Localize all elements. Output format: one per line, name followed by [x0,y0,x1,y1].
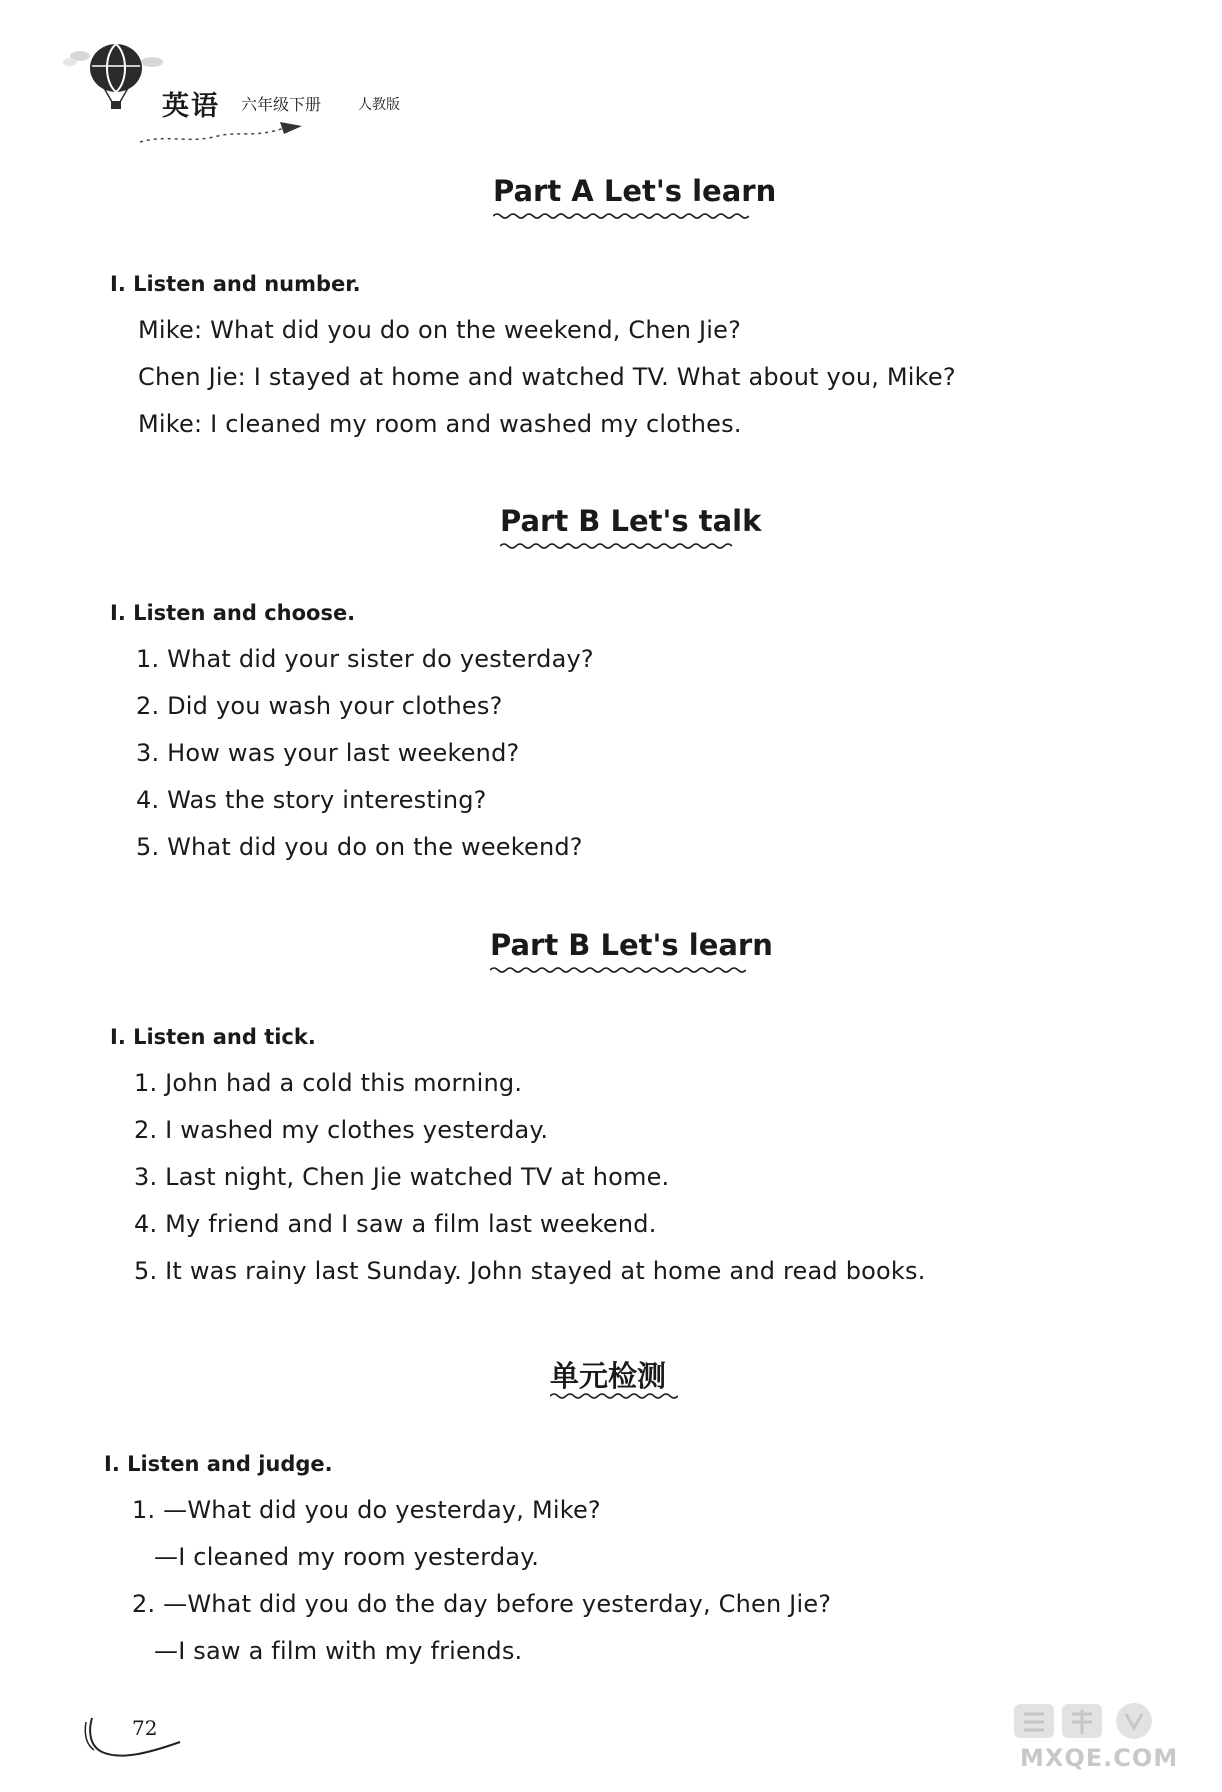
sentence-line: 2. I washed my clothes yesterday. [134,1116,549,1144]
dialogue-line: Mike: I cleaned my room and washed my clothes. [138,410,742,438]
instruction-listen-and-number: Ⅰ. Listen and number. [110,272,361,296]
wavy-underline [550,1392,678,1400]
dialogue-line: —I cleaned my room yesterday. [154,1543,540,1571]
instruction-listen-and-tick: Ⅰ. Listen and tick. [110,1025,316,1049]
question-line: 3. How was your last weekend? [136,739,520,767]
page-number: 72 [132,1716,158,1740]
grade-label: 六年级下册 [241,95,322,114]
dialogue-line: Mike: What did you do on the weekend, Chen Jie? [138,316,742,344]
watermark-text: MXQE.COM [1020,1744,1179,1772]
instruction-listen-and-choose: Ⅰ. Listen and choose. [110,601,356,625]
wavy-underline [493,212,749,220]
page-header [58,40,478,150]
dialogue-line: 2. —What did you do the day before yesterday, Chen Jie? [132,1590,832,1618]
section-title-unit-test: 单元检测 [550,1359,667,1393]
subject-title: 英语 [162,91,220,122]
hot-air-balloon-icon [58,40,168,120]
dialogue-line: Chen Jie: I stayed at home and watched TV. What about you, Mike? [138,363,956,391]
question-line: 4. Was the story interesting? [136,786,487,814]
section-title-part-b-lets-learn: Part B Let's learn [490,928,773,962]
edition-label: 人教版 [358,97,400,113]
wavy-underline [490,966,746,974]
sentence-line: 3. Last night, Chen Jie watched TV at home. [134,1163,670,1191]
sentence-line: 5. It was rainy last Sunday. John stayed at home and read books. [134,1257,926,1285]
sentence-line: 4. My friend and I saw a film last weekend. [134,1210,657,1238]
question-line: 2. Did you wash your clothes? [136,692,503,720]
instruction-listen-and-judge: Ⅰ. Listen and judge. [104,1452,333,1476]
page-footer [84,1712,204,1772]
question-line: 5. What did you do on the weekend? [136,833,583,861]
question-line: 1. What did your sister do yesterday? [136,645,594,673]
section-title-part-b-lets-talk: Part B Let's talk [500,504,762,538]
dialogue-line: 1. —What did you do yesterday, Mike? [132,1496,601,1524]
watermark-logo-icon [994,1698,1210,1744]
watermark [994,1698,1210,1778]
wavy-underline [500,542,736,550]
dotted-trail-arrow-icon [138,118,308,148]
sentence-line: 1. John had a cold this morning. [134,1069,523,1097]
section-title-part-a-lets-learn: Part A Let's learn [493,174,777,208]
dialogue-line: —I saw a film with my friends. [154,1637,523,1665]
